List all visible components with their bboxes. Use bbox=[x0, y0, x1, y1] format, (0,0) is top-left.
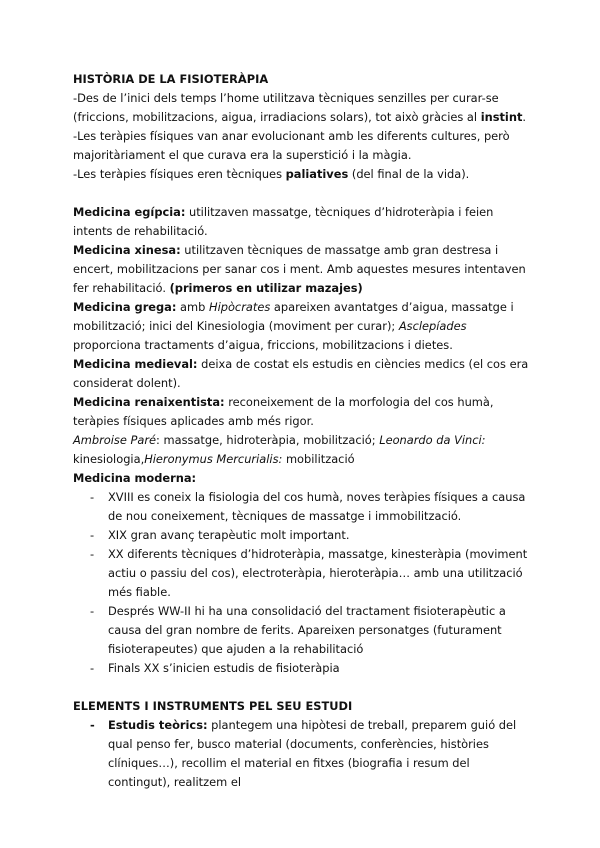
heading-medicina-moderna: Medicina moderna: bbox=[73, 471, 197, 485]
paragraph-intro-3: -Les teràpies físiques eren tècniques paliatives (del final de la vida). bbox=[73, 167, 470, 181]
paragraph-intro-2: -Les teràpies físiques van anar evolucionant amb les diferents cultures, però majoritàriament el que curava era la superstició i la màgia. bbox=[73, 129, 510, 162]
paragraph-renaixentista-figures: Ambroise Paré: massatge, hidroteràpia, mobilització; Leonardo da Vinci: kinesiologia,Hieronymus Mercurialis: mobilització bbox=[73, 433, 486, 466]
list-elements bbox=[73, 716, 533, 792]
paragraph-medicina-renaixentista: Medicina renaixentista: reconeixement de la morfologia del cos humà, teràpies físiques aplicades amb més rigor. bbox=[73, 395, 494, 428]
spacer bbox=[73, 184, 533, 203]
list-item: - Després WW-II hi ha una consolidació del tractament fisioterapèutic a causa del gran nombre de ferits. Apareixen personatges (futurament fisioterapeutes) que ajuden a la rehabilitació bbox=[73, 602, 533, 659]
list-item: - Finals XX s’inicien estudis de fisioteràpia bbox=[73, 659, 533, 678]
list-item: - XIX gran avanç terapèutic molt important. bbox=[73, 526, 533, 545]
list-medicina-moderna bbox=[73, 488, 533, 678]
paragraph-intro-1: -Des de l’inici dels temps l’home utilitzava tècniques senzilles per curar-se (friccions, mobilitzacions, aigua, irradiacions solars), tot això gràcies al instint. bbox=[73, 91, 527, 124]
paragraph-medicina-egipcia: Medicina egípcia: utilitzaven massatge, tècniques d’hidroteràpia i feien intents de rehabilitació. bbox=[73, 205, 494, 238]
paragraph-medicina-xinesa: Medicina xinesa: utilitzaven tècniques de massatge amb gran destresa i encert, mobilitzacions per sanar cos i ment. Amb aquestes mesures intentaven fer rehabilitació. (primeros en utilizar mazajes) bbox=[73, 243, 526, 295]
paragraph-medicina-grega: Medicina grega: amb Hipòcrates apareixen avantatges d’aigua, massatge i mobilització; inici del Kinesiologia (moviment per curar); Asclepíades proporciona tractaments d’aigua, friccions, mobilitzacions i dietes. bbox=[73, 300, 514, 352]
list-item: - XVIII es coneix la fisiologia del cos humà, noves teràpies físiques a causa de nou coneixement, tècniques de massatge i immobilització. bbox=[73, 488, 533, 526]
document-body bbox=[73, 70, 533, 792]
section-title-historia: HISTÒRIA DE LA FISIOTERÀPIA bbox=[73, 72, 269, 86]
section-title-elements: ELEMENTS I INSTRUMENTS PEL SEU ESTUDI bbox=[73, 699, 353, 713]
paragraph-medicina-medieval: Medicina medieval: deixa de costat els estudis en ciències medics (el cos era considerat dolent). bbox=[73, 357, 529, 390]
list-item: - XX diferents tècniques d’hidroteràpia, massatge, kinesteràpia (moviment actiu o passiu del cos), electroteràpia, hieroteràpia… amb una utilització més fiable. bbox=[73, 545, 533, 602]
spacer bbox=[73, 678, 533, 697]
list-item: - Estudis teòrics: plantegem una hipòtesi de treball, preparem guió del qual penso fer, busco material (documents, conferències, històries clíniques…), recollim el material en fitxes (biografia i resum del contingut), realitzem el bbox=[73, 716, 533, 792]
